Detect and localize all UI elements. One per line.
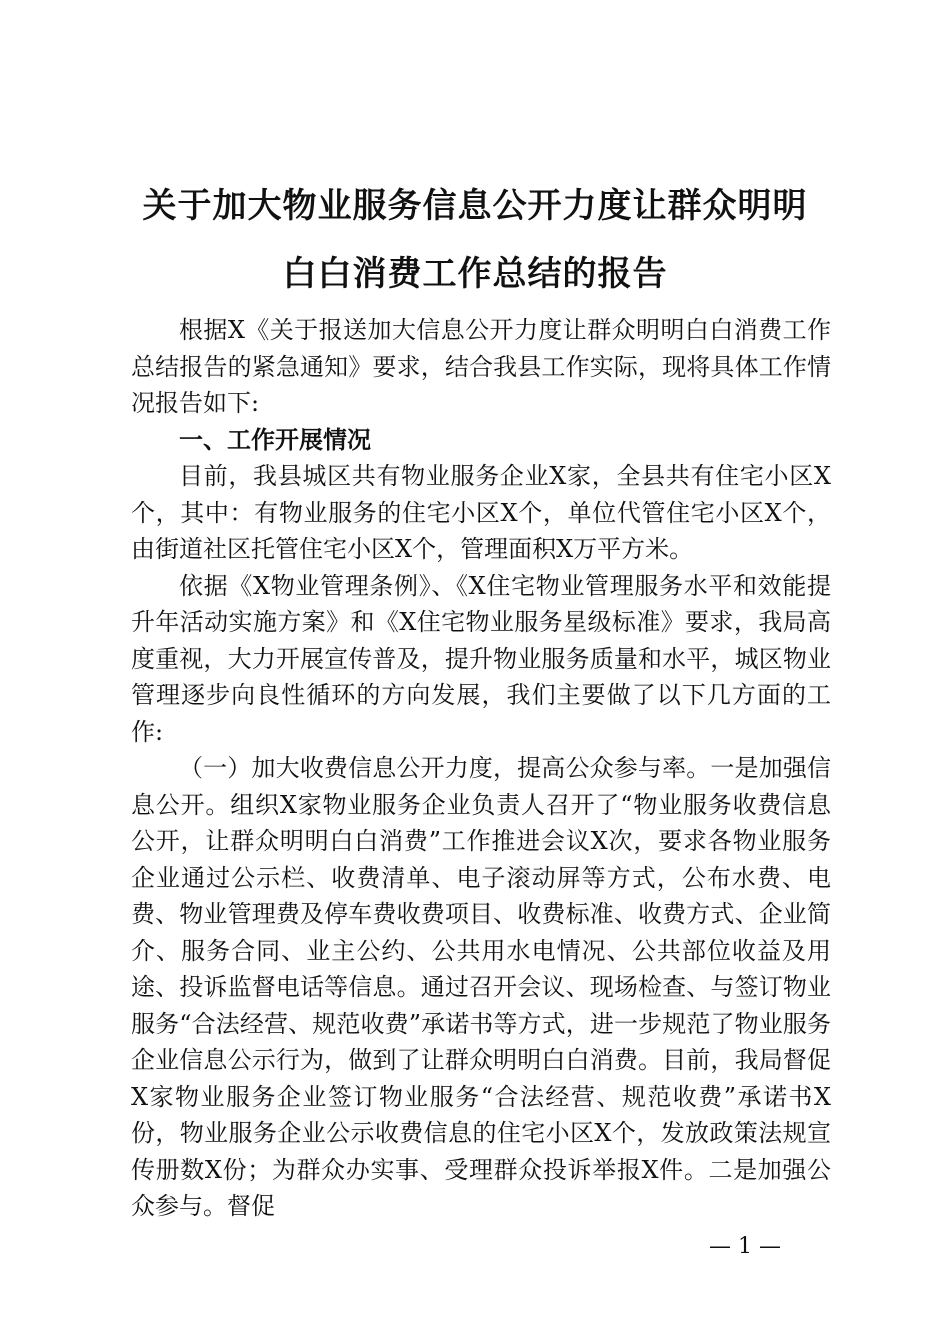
page-number: — 1 — [709,1234,781,1259]
document-body [131,312,831,1225]
document-title-line-2: 白白消费工作总结的报告 [282,254,668,294]
intro-paragraph: 根据X《关于报送加大信息公开力度让群众明明白白消费工作总结报告的紧急通知》要求，结合我县工作实际，现将具体工作情况报告如下: [131,316,831,417]
body-paragraph: 依据《X物业管理条例》、《X住宅物业管理服务水平和效能提升年活动实施方案》和《X住宅物业服务星级标准》要求，我局高度重视，大力开展宣传普及，提升物业服务质量和水平，城区物业管理逐步向良性循环的方向发展，我们主要做了以下几方面的工作: [131,571,831,746]
body-paragraph: 目前，我县城区共有物业服务企业X家，全县共有住宅小区X个，其中：有物业服务的住宅小区X个，单位代管住宅小区X个，由街道社区托管住宅小区X个，管理面积X万平方米。 [131,462,831,563]
section-heading: 一、工作开展情况 [179,425,371,454]
document-title-line-1: 关于加大物业服务信息公开力度让群众明明 [142,186,808,226]
body-paragraph: （一）加大收费信息公开力度，提高公众参与率。一是加强信息公开。组织X家物业服务企业负责人召开了“物业服务收费信息公开，让群众明明白白消费”工作推进会议X次，要求各物业服务企业通过公示栏、收费清单、电子滚动屏等方式，公布水费、电费、物业管理费及停车费收费项目、收费标准、收费方式、企业简介、服务合同、业主公约、公共用水电情况、公共部位收益及用途、投诉监督电话等信息。通过召开会议、现场检查、与签订物业服务“合法经营、规范收费”承诺书等方式，进一步规范了物业服务企业信息公示行为，做到了让群众明明白白消费。目前，我局督促X家物业服务企业签订物业服务“合法经营、规范收费”承诺书X份，物业服务企业公示收费信息的住宅小区X个，发放政策法规宣传册数X份；为群众办实事、受理群众投诉举报X件。二是加强公众参与。督促 [131,754,831,1220]
